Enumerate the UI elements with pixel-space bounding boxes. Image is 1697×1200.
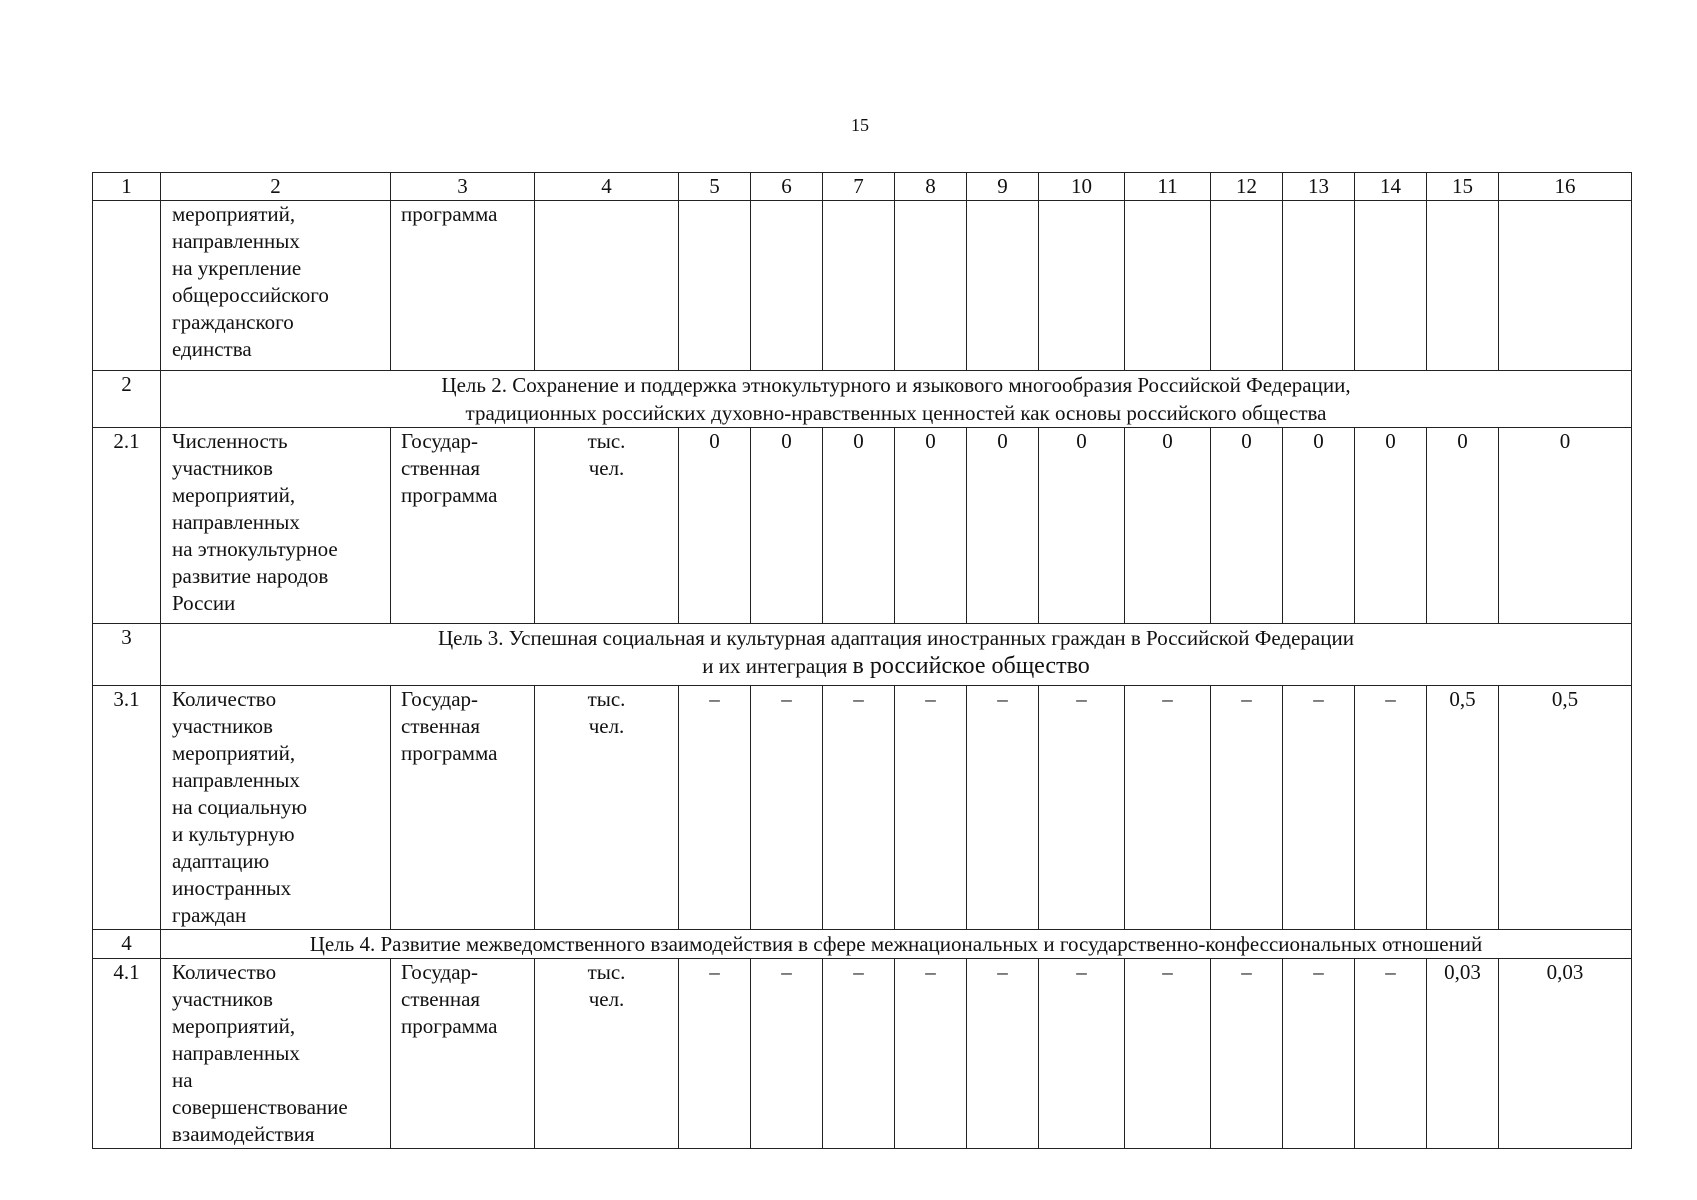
indicator-value-col-9: –: [967, 959, 1039, 1149]
indicator-value-col-5: –: [679, 686, 751, 930]
indicator-name: Количество участников мероприятий, направленных на социальную и культурную адаптацию иностранных граждан: [161, 686, 391, 930]
column-header-8: 8: [895, 173, 967, 201]
indicator-value-col-11: –: [1125, 959, 1211, 1149]
indicator-value-col-15: 0,03: [1427, 959, 1499, 1149]
indicator-row: [93, 428, 1632, 624]
indicator-value-col-15: [1427, 201, 1499, 371]
indicator-value-col-7: –: [823, 959, 895, 1149]
goal-text: [161, 624, 1632, 686]
column-header-14: 14: [1355, 173, 1427, 201]
goal-text: [161, 371, 1632, 428]
indicator-value-col-14: –: [1355, 686, 1427, 930]
indicator-value-col-5: 0: [679, 428, 751, 624]
indicator-value-col-6: –: [751, 959, 823, 1149]
row-number: 4.1: [93, 959, 161, 1149]
row-number: 2.1: [93, 428, 161, 624]
indicator-value-col-16: 0,5: [1499, 686, 1632, 930]
goal-row: [93, 624, 1632, 686]
indicator-value-col-16: 0,03: [1499, 959, 1632, 1149]
indicator-value-col-11: –: [1125, 686, 1211, 930]
indicator-name: мероприятий, направленных на укрепление общероссийского гражданского единства: [161, 201, 391, 371]
goal-line-continued: и их интеграция: [702, 654, 853, 678]
indicator-value-col-12: [1211, 201, 1283, 371]
indicator-row: [93, 686, 1632, 930]
indicator-value-col-9: –: [967, 686, 1039, 930]
indicator-value-col-14: 0: [1355, 428, 1427, 624]
indicator-value-col-10: 0: [1039, 428, 1125, 624]
row-number: 3.1: [93, 686, 161, 930]
indicator-value-col-11: [1125, 201, 1211, 371]
indicator-unit: тыс. чел.: [535, 428, 679, 624]
goal-text: [161, 930, 1632, 959]
row-number: 4: [93, 930, 161, 959]
indicators-table: [92, 172, 1632, 1149]
indicator-row: [93, 959, 1632, 1149]
indicator-value-col-13: –: [1283, 959, 1355, 1149]
indicator-value-col-13: –: [1283, 686, 1355, 930]
column-header-11: 11: [1125, 173, 1211, 201]
goal-line-continued-large: в российское общество: [852, 653, 1090, 679]
indicator-value-col-8: [895, 201, 967, 371]
indicator-value-col-13: 0: [1283, 428, 1355, 624]
column-header-4: 4: [535, 173, 679, 201]
indicator-value-col-10: –: [1039, 686, 1125, 930]
indicator-name: Численность участников мероприятий, направленных на этнокультурное развитие народов России: [161, 428, 391, 624]
indicator-value-col-6: [751, 201, 823, 371]
indicator-value-col-5: [679, 201, 751, 371]
indicator-value-col-15: 0,5: [1427, 686, 1499, 930]
indicator-value-col-9: 0: [967, 428, 1039, 624]
column-header-6: 6: [751, 173, 823, 201]
goal-line: Цель 3. Успешная социальная и культурная адаптация иностранных граждан в Российской Федерации: [438, 626, 1354, 650]
indicator-value-col-7: 0: [823, 428, 895, 624]
indicator-value-col-16: [1499, 201, 1632, 371]
indicator-value-col-16: 0: [1499, 428, 1632, 624]
indicator-value-col-11: 0: [1125, 428, 1211, 624]
column-header-9: 9: [967, 173, 1039, 201]
indicator-value-col-10: [1039, 201, 1125, 371]
indicator-name: Количество участников мероприятий, направленных на совершенствование взаимодействия: [161, 959, 391, 1149]
indicator-value-col-9: [967, 201, 1039, 371]
row-number: [93, 201, 161, 371]
indicator-unit: тыс. чел.: [535, 959, 679, 1149]
indicator-value-col-12: 0: [1211, 428, 1283, 624]
column-header-2: 2: [161, 173, 391, 201]
column-header-13: 13: [1283, 173, 1355, 201]
indicator-value-col-12: –: [1211, 959, 1283, 1149]
indicator-value-col-14: [1355, 201, 1427, 371]
indicator-value-col-7: [823, 201, 895, 371]
indicator-value-col-7: –: [823, 686, 895, 930]
indicator-source: Государ- ственная программа: [391, 428, 535, 624]
goal-line: Цель 2. Сохранение и поддержка этнокультурного и языкового многообразия Российской Федерации, традиционных российских духовно-нравственных ценностей как основы российского общества: [441, 373, 1351, 425]
column-header-5: 5: [679, 173, 751, 201]
indicator-source: Государ- ственная программа: [391, 686, 535, 930]
row-number: 2: [93, 371, 161, 428]
indicator-source: Государ- ственная программа: [391, 959, 535, 1149]
goal-row: [93, 930, 1632, 959]
goal-line: Цель 4. Развитие межведомственного взаимодействия в сфере межнациональных и государственно-конфессиональных отношений: [309, 932, 1483, 956]
goal-row: [93, 371, 1632, 428]
indicator-value-col-15: 0: [1427, 428, 1499, 624]
column-number-row: [93, 173, 1632, 201]
page-number: 15: [851, 115, 869, 135]
indicator-row: [93, 201, 1632, 371]
indicator-unit: [535, 201, 679, 371]
indicator-value-col-14: –: [1355, 959, 1427, 1149]
indicator-value-col-6: 0: [751, 428, 823, 624]
column-header-1: 1: [93, 173, 161, 201]
indicator-value-col-12: –: [1211, 686, 1283, 930]
column-header-15: 15: [1427, 173, 1499, 201]
row-number: 3: [93, 624, 161, 686]
column-header-7: 7: [823, 173, 895, 201]
table-header: [93, 173, 1632, 201]
indicator-value-col-5: –: [679, 959, 751, 1149]
table-body: [93, 201, 1632, 1149]
indicator-value-col-10: –: [1039, 959, 1125, 1149]
indicator-value-col-8: –: [895, 959, 967, 1149]
indicator-unit: тыс. чел.: [535, 686, 679, 930]
column-header-10: 10: [1039, 173, 1125, 201]
indicator-value-col-8: –: [895, 686, 967, 930]
indicator-value-col-8: 0: [895, 428, 967, 624]
column-header-12: 12: [1211, 173, 1283, 201]
column-header-3: 3: [391, 173, 535, 201]
column-header-16: 16: [1499, 173, 1632, 201]
indicator-value-col-6: –: [751, 686, 823, 930]
indicator-value-col-13: [1283, 201, 1355, 371]
indicator-source: программа: [391, 201, 535, 371]
